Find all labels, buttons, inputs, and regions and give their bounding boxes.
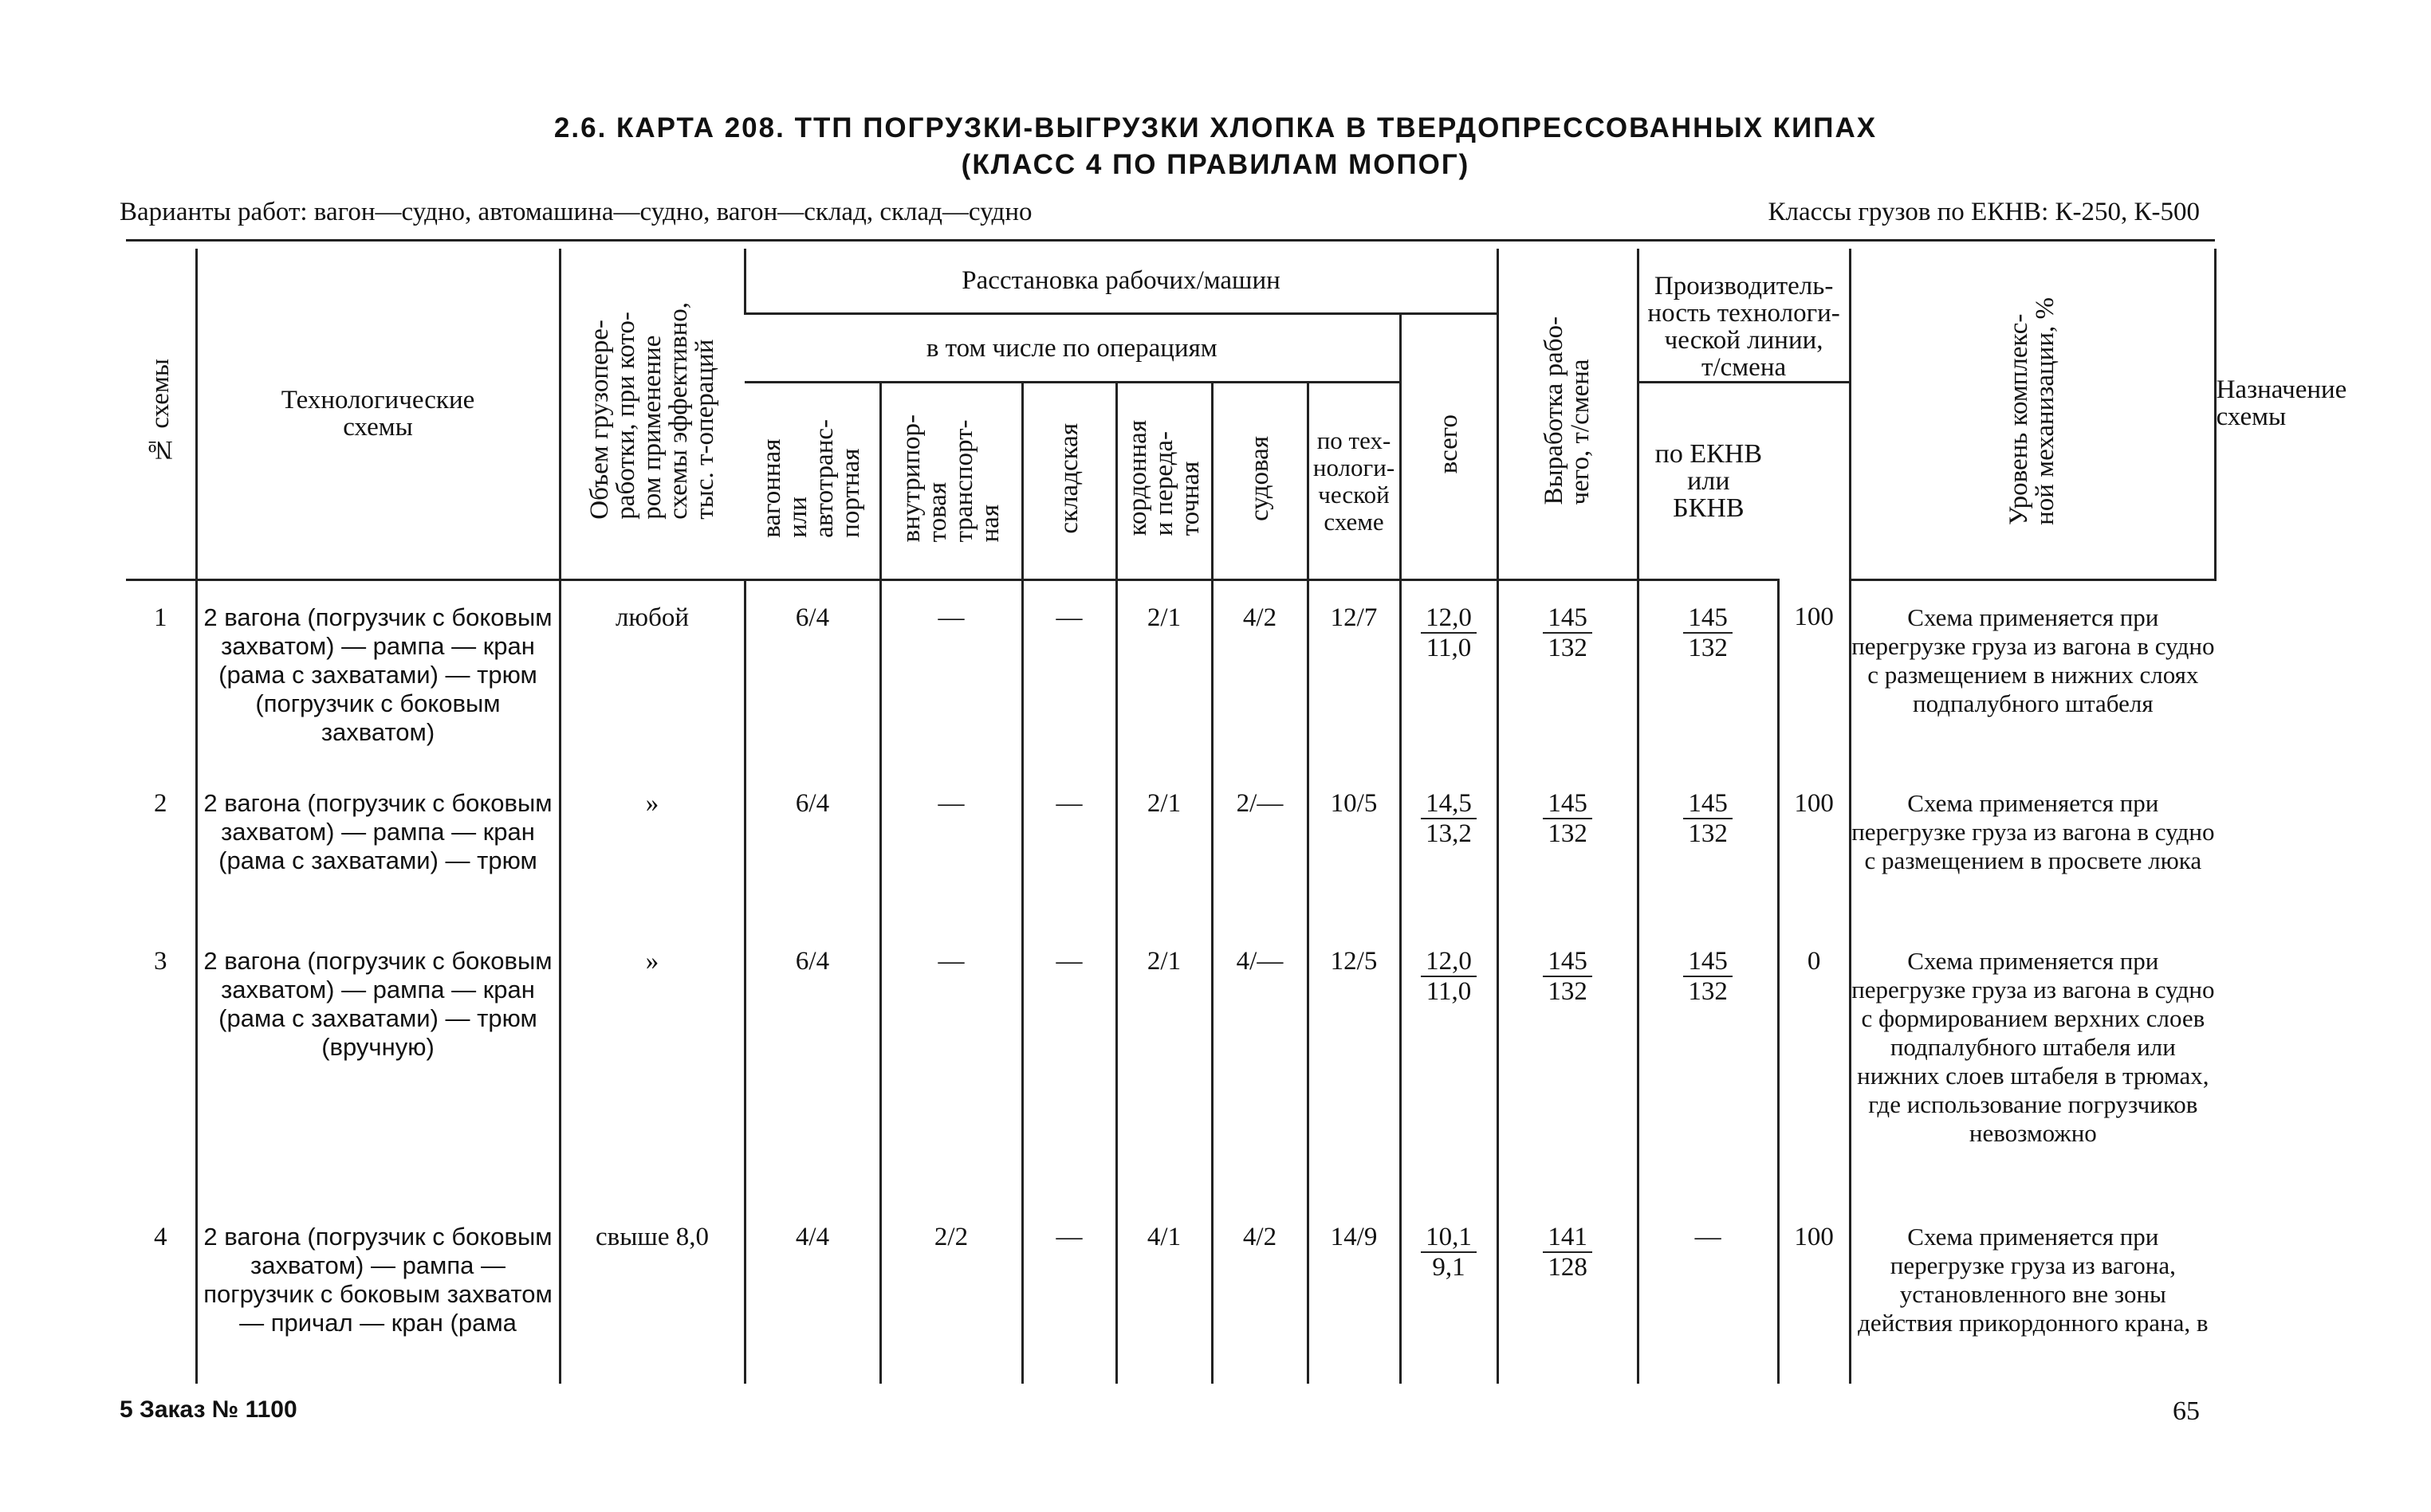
row-mech: 100 xyxy=(1778,1200,1850,1384)
col-scheme-no-header: № схемы xyxy=(126,249,196,580)
row-ship: 2/— xyxy=(1212,767,1308,925)
by-operations-header: в том числе по операциям xyxy=(745,314,1400,383)
row-no: 4 xyxy=(154,1222,167,1251)
row-ship: 4/2 xyxy=(1212,580,1308,767)
row-output: $\frac{10,1}{9,1}$ xyxy=(1400,1200,1497,1384)
row-no: 2 xyxy=(154,788,167,818)
page-title xyxy=(0,110,2431,183)
row-storage: — xyxy=(1022,925,1116,1200)
row-purpose: Схема применяется при перегрузке груза из вагона в судно с размещением в просвете люка xyxy=(1850,767,2215,925)
row-volume: » xyxy=(560,925,745,1200)
row-total: 12/5 xyxy=(1308,925,1400,1200)
row-prod-eknv: — xyxy=(1638,1200,1778,1384)
col-cordon-header: кордонная и переда- точная xyxy=(1116,383,1212,580)
col-total-header: всего xyxy=(1400,314,1497,580)
row-scheme: 2 вагона (погрузчик с боковым захватом) — рампа — погрузчик с боковым захватом — причал — кран (рама xyxy=(196,1200,560,1384)
work-variants: Варианты работ: вагон—судно, автомашина—судно, вагон—склад, склад—судно xyxy=(120,198,1033,226)
row-output: $\frac{12,0}{11,0}$ xyxy=(1400,925,1497,1200)
row-total: 14/9 xyxy=(1308,1200,1400,1384)
row-prod-tech: $\frac{145}{132}$ xyxy=(1497,925,1638,1200)
row-wagon: 4/4 xyxy=(745,1200,880,1384)
row-wagon: 6/4 xyxy=(745,767,880,925)
title-line-2: (КЛАСС 4 ПО ПРАВИЛАМ МОПОГ) xyxy=(961,149,1470,180)
row-prod-tech: $\frac{141}{128}$ xyxy=(1497,1200,1638,1384)
col-output-header: Выработка рабо- чего, т/смена xyxy=(1497,249,1638,580)
row-cordon: 4/1 xyxy=(1116,1200,1212,1384)
row-output: $\frac{14,5}{13,2}$ xyxy=(1400,767,1497,925)
col-mech-level-header: Уровень комплекс- ной механизации, % xyxy=(1850,249,2215,580)
row-volume: » xyxy=(560,767,745,925)
row-storage: — xyxy=(1022,1200,1116,1384)
cargo-classes: Классы грузов по ЕКНВ: К-250, К-500 xyxy=(1768,198,2200,226)
row-prod-eknv: $\frac{145}{132}$ xyxy=(1638,580,1778,767)
row-mech: 0 xyxy=(1778,925,1850,1200)
row-internal: — xyxy=(880,580,1022,767)
row-prod-eknv: $\frac{145}{132}$ xyxy=(1638,925,1778,1200)
row-ship: 4/2 xyxy=(1212,1200,1308,1384)
row-internal: — xyxy=(880,767,1022,925)
row-scheme: 2 вагона (погрузчик с боковым захватом) — рампа — кран (рама с захватами) — трюм (вручную) xyxy=(196,925,560,1200)
tech-table: № схемы Технологические схемы Объем грузопере- работки, при кото- ром применение схемы эффективно, тыс. т-операций Расстановка рабочих/машин Выработка рабо- чего, т/смена Производитель- ность технологи- ческой линии, т/смена Уровень комплекс- ной механизации, % Назначение схемы в том числе по операциям всего вагонная или автотранс- портная внутрипор- товая транспорт- ная складская кордонная и переда- точная судовая по тех- нологи- ческой схеме по ЕКНВ или БКНВ 1 2 вагона (погрузчик с боковым захватом) — рампа — кран (рама с захватами) — трюм (погрузчик с боковым захватом) любой 6/4 — — 2/1 4/2 12/7 $\frac{12,0}{11,0}$ $\frac{145}{132}$ $\frac{145}{132}$ 100 Схема применяется при перегрузке груза из вагона в судно с размещением в нижних слоях подпалубного штабеля 2 2 вагона (погрузчик с боковым захватом) — рампа — кран (рама с захватами) — трюм » 6/4 — — 2/1 2/— 10/5 $\frac{14,5}{13,2}$ $\frac{145}{132}$ $\frac{145}{132}$ 100 Схема применяется при перегрузке груза из вагона в судно с размещением в просвете люка 3 2 вагона (погрузчик с боковым захватом) — рампа — кран (рама с захватами) — трюм (вручную) » 6/4 — — 2/1 4/— 12/5 $\frac{12,0}{11,0}$ $\frac{145}{132}$ $\frac{145}{132}$ 0 Схема применяется при перегрузке груза из вагона в судно с формированием верхних слоев подпалубного штабеля или нижних слоев штабеля в трюмах, где использование погрузчиков невозможно 4 2 вагона (погрузчик с боковым захватом) — рампа — погрузчик с боковым захватом — причал — кран (рама свыше 8,0 4/4 2/2 — 4/1 4/2 14/9 $\frac{10,1}{9,1}$ $\frac{141}{128}$ — 100 Схема применяется при перегрузке груза из вагона, установленного вне зоны действия прикордонного крана, в xyxy=(126,249,2215,1384)
row-total: 12/7 xyxy=(1308,580,1400,767)
col-prod-eknv-header: по ЕКНВ или БКНВ xyxy=(1638,383,1778,580)
row-cordon: 2/1 xyxy=(1116,925,1212,1200)
col-storage-header: складская xyxy=(1022,383,1116,580)
placement-header: Расстановка рабочих/машин xyxy=(745,249,1497,314)
order-footer: 5 Заказ № 1100 xyxy=(120,1396,297,1423)
page-number: 65 xyxy=(2173,1396,2200,1426)
table-row xyxy=(126,767,2215,925)
row-wagon: 6/4 xyxy=(745,925,880,1200)
row-scheme: 2 вагона (погрузчик с боковым захватом) — рампа — кран (рама с захватами) — трюм xyxy=(196,767,560,925)
col-prod-tech-header: по тех- нологи- ческой схеме xyxy=(1308,383,1400,580)
row-prod-tech: $\frac{145}{132}$ xyxy=(1497,767,1638,925)
table-row xyxy=(126,580,2215,767)
row-no: 1 xyxy=(154,603,167,632)
row-mech: 100 xyxy=(1778,767,1850,925)
col-volume-header: Объем грузопере- работки, при кото- ром применение схемы эффективно, тыс. т-операций xyxy=(560,249,745,580)
row-storage: — xyxy=(1022,580,1116,767)
row-cordon: 2/1 xyxy=(1116,580,1212,767)
title-line-1: 2.6. КАРТА 208. ТТП ПОГРУЗКИ-ВЫГРУЗКИ ХЛОПКА В ТВЕРДОПРЕССОВАННЫХ КИПАХ xyxy=(553,112,1878,143)
row-ship: 4/— xyxy=(1212,925,1308,1200)
row-purpose: Схема применяется при перегрузке груза из вагона в судно с размещением в нижних слоях подпалубного штабеля xyxy=(1850,580,2215,767)
header-top-rule xyxy=(126,239,2215,242)
row-prod-eknv: $\frac{145}{132}$ xyxy=(1638,767,1778,925)
col-wagon-header: вагонная или автотранс- портная xyxy=(745,383,880,580)
row-cordon: 2/1 xyxy=(1116,767,1212,925)
row-total: 10/5 xyxy=(1308,767,1400,925)
row-internal: — xyxy=(880,925,1022,1200)
table-row xyxy=(126,925,2215,1200)
row-output: $\frac{12,0}{11,0}$ xyxy=(1400,580,1497,767)
row-mech: 100 xyxy=(1778,580,1850,767)
col-internal-header: внутрипор- товая транспорт- ная xyxy=(880,383,1022,580)
row-wagon: 6/4 xyxy=(745,580,880,767)
row-no: 3 xyxy=(154,946,167,976)
table-row xyxy=(126,1200,2215,1384)
row-volume: свыше 8,0 xyxy=(560,1200,745,1384)
row-volume: любой xyxy=(560,580,745,767)
row-internal: 2/2 xyxy=(880,1200,1022,1384)
col-tech-schemes-header: Технологические схемы xyxy=(196,249,560,580)
productivity-header: Производитель- ность технологи- ческой линии, т/смена xyxy=(1638,249,1850,383)
row-purpose: Схема применяется при перегрузке груза из вагона в судно с формированием верхних слоев подпалубного штабеля или нижних слоев штабеля в трюмах, где использование погрузчиков невозможно xyxy=(1850,925,2215,1200)
row-scheme: 2 вагона (погрузчик с боковым захватом) — рампа — кран (рама с захватами) — трюм (погрузчик с боковым захватом) xyxy=(196,580,560,767)
row-prod-tech: $\frac{145}{132}$ xyxy=(1497,580,1638,767)
col-ship-header: судовая xyxy=(1212,383,1308,580)
row-storage: — xyxy=(1022,767,1116,925)
row-purpose: Схема применяется при перегрузке груза из вагона, установленного вне зоны действия прикордонного крана, в xyxy=(1850,1200,2215,1384)
